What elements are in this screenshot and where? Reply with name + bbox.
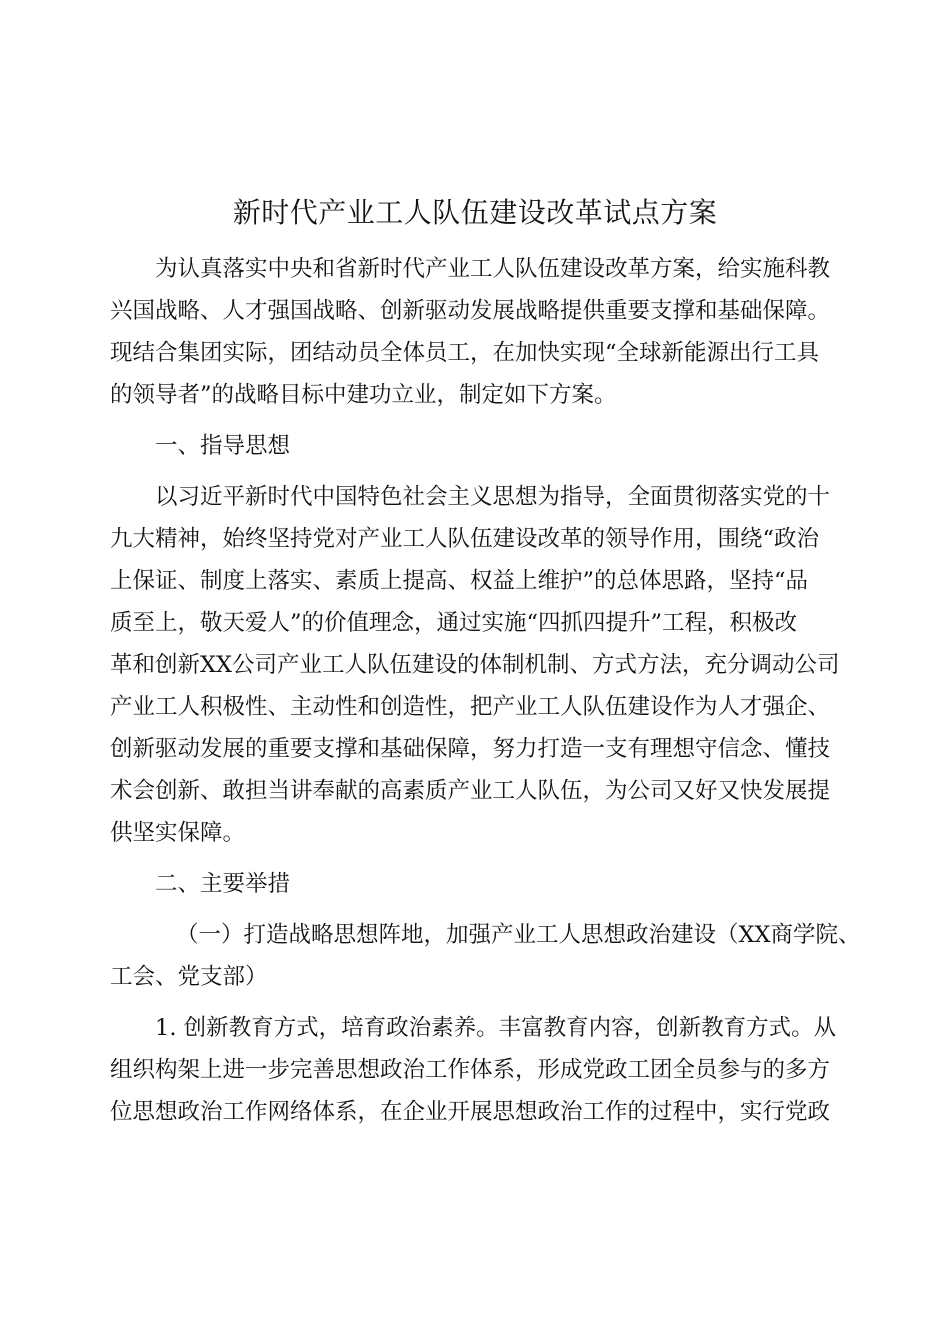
- text-line: 的领导者”的战略目标中建功立业，制定如下方案。: [110, 382, 617, 408]
- text-line: 创新驱动发展的重要支撑和基础保障，努力打造一支有理想守信念、懂技: [110, 736, 831, 762]
- document-body: [110, 248, 861, 1133]
- text-line: 兴国战略、人才强国战略、创新驱动发展战略提供重要支撑和基础保障。: [110, 298, 831, 324]
- document-title: 新时代产业工人队伍建设改革试点方案: [232, 196, 718, 229]
- text-line: 一、指导思想: [155, 433, 291, 459]
- text-line: 质至上，敬天爱人”的价值理念，通过实施“四抓四提升”工程，积极改: [110, 610, 798, 636]
- text-line: 术会创新、敢担当讲奉献的高素质产业工人队伍，为公司又好又快发展提: [110, 778, 831, 804]
- item-1-paragraph: [110, 1007, 840, 1133]
- text-line: 1. 创新教育方式，培育政治素养。丰富教育内容，创新教育方式。从: [155, 1015, 837, 1041]
- text-line: 二、主要举措: [155, 871, 291, 897]
- text-line: 上保证、制度上落实、素质上提高、权益上维护”的总体思路，坚持“品: [110, 568, 809, 594]
- section-heading-guiding-thought: [110, 425, 840, 467]
- text-line: 现结合集团实际，团结动员全体员工，在加快实现“全球新能源出行工具: [110, 340, 820, 366]
- text-line: 为认真落实中央和省新时代产业工人队伍建设改革方案，给实施科教: [155, 256, 831, 282]
- section-heading-main-measures: [110, 863, 840, 905]
- text-line: 工会、党支部）: [110, 964, 268, 990]
- text-line: （一）打造战略思想阵地，加强产业工人思想政治建设（XX商学院、: [176, 922, 861, 948]
- subsection-heading-ideology: [110, 914, 861, 998]
- text-line: 以习近平新时代中国特色社会主义思想为指导，全面贯彻落实党的十: [155, 484, 831, 510]
- text-line: 九大精神，始终坚持党对产业工人队伍建设改革的领导作用，围绕“政治: [110, 526, 820, 552]
- text-line: 供坚实保障。: [110, 820, 246, 846]
- text-line: 位思想政治工作网络体系，在企业开展思想政治工作的过程中，实行党政: [110, 1099, 831, 1125]
- text-line: 组织构架上进一步完善思想政治工作体系，形成党政工团全员参与的多方: [110, 1057, 831, 1083]
- text-line: 革和创新XX公司产业工人队伍建设的体制机制、方式方法，充分调动公司: [110, 652, 840, 678]
- intro-paragraph: [110, 248, 840, 416]
- guiding-thought-paragraph: [110, 476, 840, 854]
- text-line: 产业工人积极性、主动性和创造性，把产业工人队伍建设作为人才强企、: [110, 694, 831, 720]
